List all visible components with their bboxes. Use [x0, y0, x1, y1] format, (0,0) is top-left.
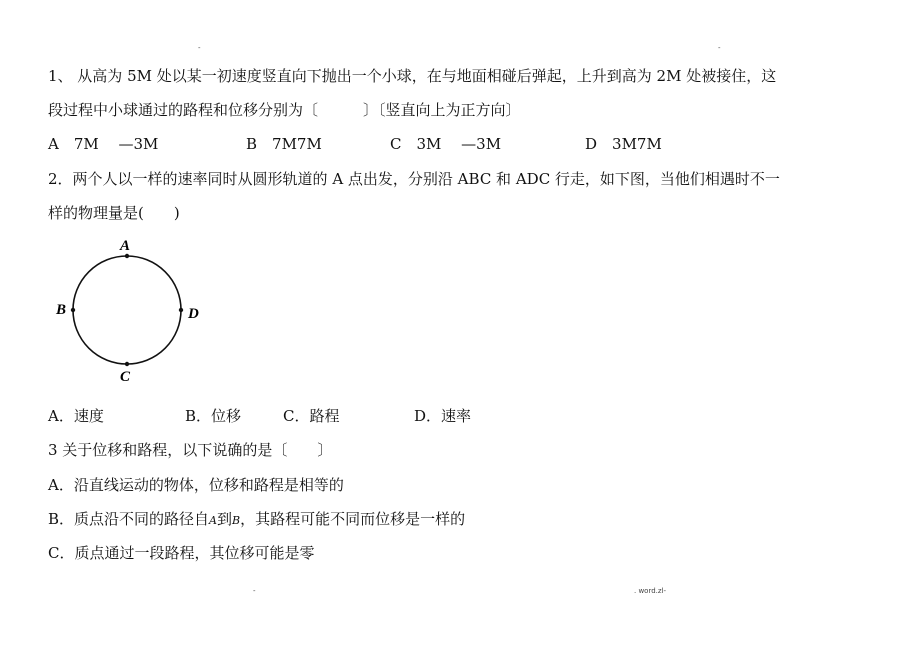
q2-stem-line2: 样的物理量是( ) — [48, 204, 180, 222]
q3-option-b — [48, 509, 465, 531]
q3-option-b-prefix: B．质点沿不同的路径自 — [48, 510, 210, 528]
q2-option-a: A．速度 — [48, 407, 104, 425]
label-a: A — [120, 238, 131, 254]
q1-option-b: B 7M7M — [246, 135, 322, 153]
q2-option-b: B．位移 — [185, 407, 242, 425]
point-b-dot — [71, 308, 75, 312]
label-d: D — [188, 306, 199, 322]
q2-stem-line1: 2．两个人以一样的速率同时从圆形轨道的 A 点出发，分别沿 ABC 和 ADC 行走，如下图，当他们相遇时不一 — [48, 170, 780, 188]
q1-option-d: D 3M7M — [585, 135, 662, 153]
q2-option-d: D．速率 — [414, 407, 472, 425]
q1-option-c: C 3M —3M — [390, 135, 502, 153]
label-b: B — [56, 302, 67, 318]
q3-option-b-to-word: 到 — [216, 510, 232, 528]
circular-track — [73, 256, 181, 364]
q1-stem-line2: 段过程中小球通过的路程和位移分别为〔 〕〔竖直向上为正方向〕 — [48, 101, 521, 119]
q1-stem-line1: 1、 从高为 5M 处以某一初速度竖直向下抛出一个小球，在与地面相碰后弹起，上升到高为 2M 处被接住，这 — [48, 67, 777, 85]
label-c: C — [120, 369, 131, 385]
header-mark-right: - — [718, 44, 721, 52]
q3-option-b-from: A — [209, 514, 217, 527]
q3-option-a: A．沿直线运动的物体，位移和路程是相等的 — [48, 476, 344, 494]
q3-stem: 3 关于位移和路程，以下说确的是〔 〕 — [48, 441, 333, 459]
footer-site-mark: . word.zl- — [634, 587, 667, 595]
q3-option-c: C．质点通过一段路程，其位移可能是零 — [48, 544, 315, 562]
q3-option-b-suffix: ，其路程可能不同而位移是一样的 — [240, 510, 466, 528]
footer-mark-left: - — [253, 587, 256, 595]
point-c-dot — [125, 362, 129, 366]
q1-option-a: A 7M —3M — [48, 135, 159, 153]
point-a-dot — [125, 254, 129, 258]
circular-track-diagram — [50, 232, 215, 387]
q3-option-b-to: B — [232, 514, 241, 527]
header-mark-left: - — [198, 44, 201, 52]
point-d-dot — [179, 308, 183, 312]
q2-option-c: C．路程 — [283, 407, 340, 425]
